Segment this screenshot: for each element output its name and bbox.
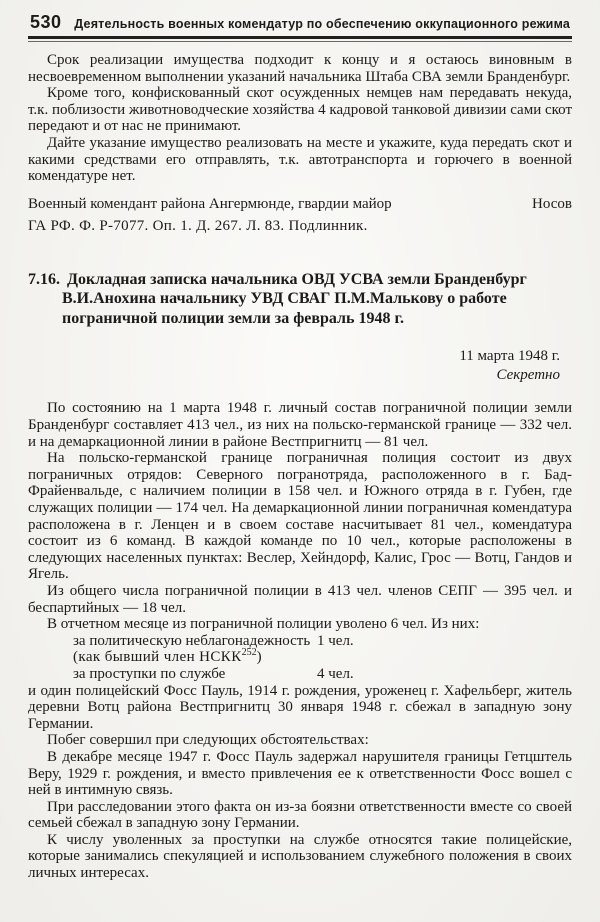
- doc-heading: [28, 270, 572, 329]
- footnote-superscript: 252: [241, 647, 257, 659]
- page-number: 530: [30, 12, 62, 32]
- document-716: [28, 270, 572, 882]
- dismissal-row: [28, 633, 572, 650]
- dismissal-count: 4 чел.: [317, 665, 354, 682]
- body-paragraph: По состоянию на 1 марта 1948 г. личный состав пограничной полиции земли Бранденбург составляет 413 чел., из них на польско-германской границе — 332 чел. и на демаркационной линии в районе Вестпригнитц — 81 чел.: [28, 400, 572, 450]
- header-rule: [28, 36, 572, 42]
- body-paragraph: К числу уволенных за проступки на службе относятся такие полицейские, которые занимались спекуляцией и использованием служебного положения в своих личных интересах.: [28, 831, 572, 882]
- dismissal-reason: за политическую неблагонадежность: [73, 632, 311, 649]
- signature-position: Военный комендант района Ангермюнде, гвардии майор: [28, 195, 392, 212]
- footnote-suffix: ): [256, 649, 263, 666]
- doc-heading-text: Докладная записка начальника ОВД УСВА земли Бранденбург В.И.Анохина начальнику УВД СВАГ П.М.Малькову о работе пограничной полиции земли за февраль 1948 г.: [62, 270, 527, 327]
- dismissal-row: [28, 666, 572, 683]
- doc-classification: Секретно: [496, 367, 560, 384]
- body-paragraph: Побег совершил при следующих обстоятельствах:: [47, 732, 369, 749]
- body-paragraph: На польско-германской границе пограничная полиция состоит из двух пограничных отрядов: Северного погранотряда, расположенного в г. Бад-Фрайенвальде, с наличием полиции в 158 чел. и Южного отряда в г. Губен, где служащих полиции — 174 чел. На демаркационной линии пограничная комендатура расположена в г. Ленцен и в своем составе насчитывает 81 чел., комендатура состоит из 6 команд. В каждой команде по 10 чел., которые расположены в следующих населенных пунктах: Веслер, Хейндорф, Калис, Грос — Вотц, Гандов и Ягель.: [28, 450, 572, 583]
- dismissal-count: 1 чел.: [317, 632, 354, 649]
- doc-date: 11 марта 1948 г.: [459, 348, 560, 365]
- body-paragraph: и один полицейский Фосс Пауль, 1914 г. рождения, уроженец г. Хафельберг, житель деревни Вотц района Вестпригнитц 30 января 1948 г. сбежал в западную зону Германии.: [28, 682, 572, 732]
- signature-name: Носов: [532, 195, 572, 212]
- footnote-prefix: (как бывший член НСКК: [73, 649, 242, 666]
- paragraph: Кроме того, конфискованный скот осужденных немцев нам передавать некуда, т.к. поблизости животноводческие хозяйства 4 кадровой танковой дивизии сами скот передают и от нас не принимают.: [28, 85, 573, 135]
- body-paragraph: Из общего числа пограничной полиции в 413 чел. членов СЕПГ — 395 чел. и беспартийных — 18 чел.: [28, 582, 572, 616]
- footnote-line: [28, 649, 572, 666]
- archive-reference: ГА РФ. Ф. Р-7077. Оп. 1. Д. 267. Л. 83. Подлинник.: [28, 218, 368, 235]
- date-block: [28, 347, 572, 385]
- body-paragraph: В декабре месяце 1947 г. Фосс Пауль задержал нарушителя границы Гетцштель Веру, 1929 г. рождения, и вместо привлечения ее к ответственности Фосс вошел с ней в интимную связь.: [28, 748, 572, 799]
- dismissal-reason: за проступки по службе: [73, 665, 226, 682]
- running-title: Деятельность военных комендатур по обеспечению оккупационного режима: [74, 17, 570, 31]
- body-paragraph: При расследовании этого факта он из-за боязни ответственности вместе со своей семьей сбежал в западную зону Германии.: [28, 798, 572, 832]
- report-body: [28, 400, 572, 881]
- paragraph: Дайте указание имущество реализовать на месте и укажите, куда передать скот и какими средствами его отправлять, т.к. автотранспорта и горючего в военной комендатуре нет.: [28, 134, 572, 185]
- doc-heading-number: 7.16.: [28, 270, 60, 288]
- previous-document: [28, 52, 572, 235]
- running-header: [28, 12, 572, 36]
- body-paragraph: В отчетном месяце из пограничной полиции уволено 6 чел. Из них:: [47, 616, 480, 633]
- paragraph: Срок реализации имущества подходит к концу и я остаюсь виновным в несвоевременном выполнении указаний начальника Штаба СВА земли Бранденбург.: [28, 52, 572, 85]
- signature-row: [28, 196, 572, 213]
